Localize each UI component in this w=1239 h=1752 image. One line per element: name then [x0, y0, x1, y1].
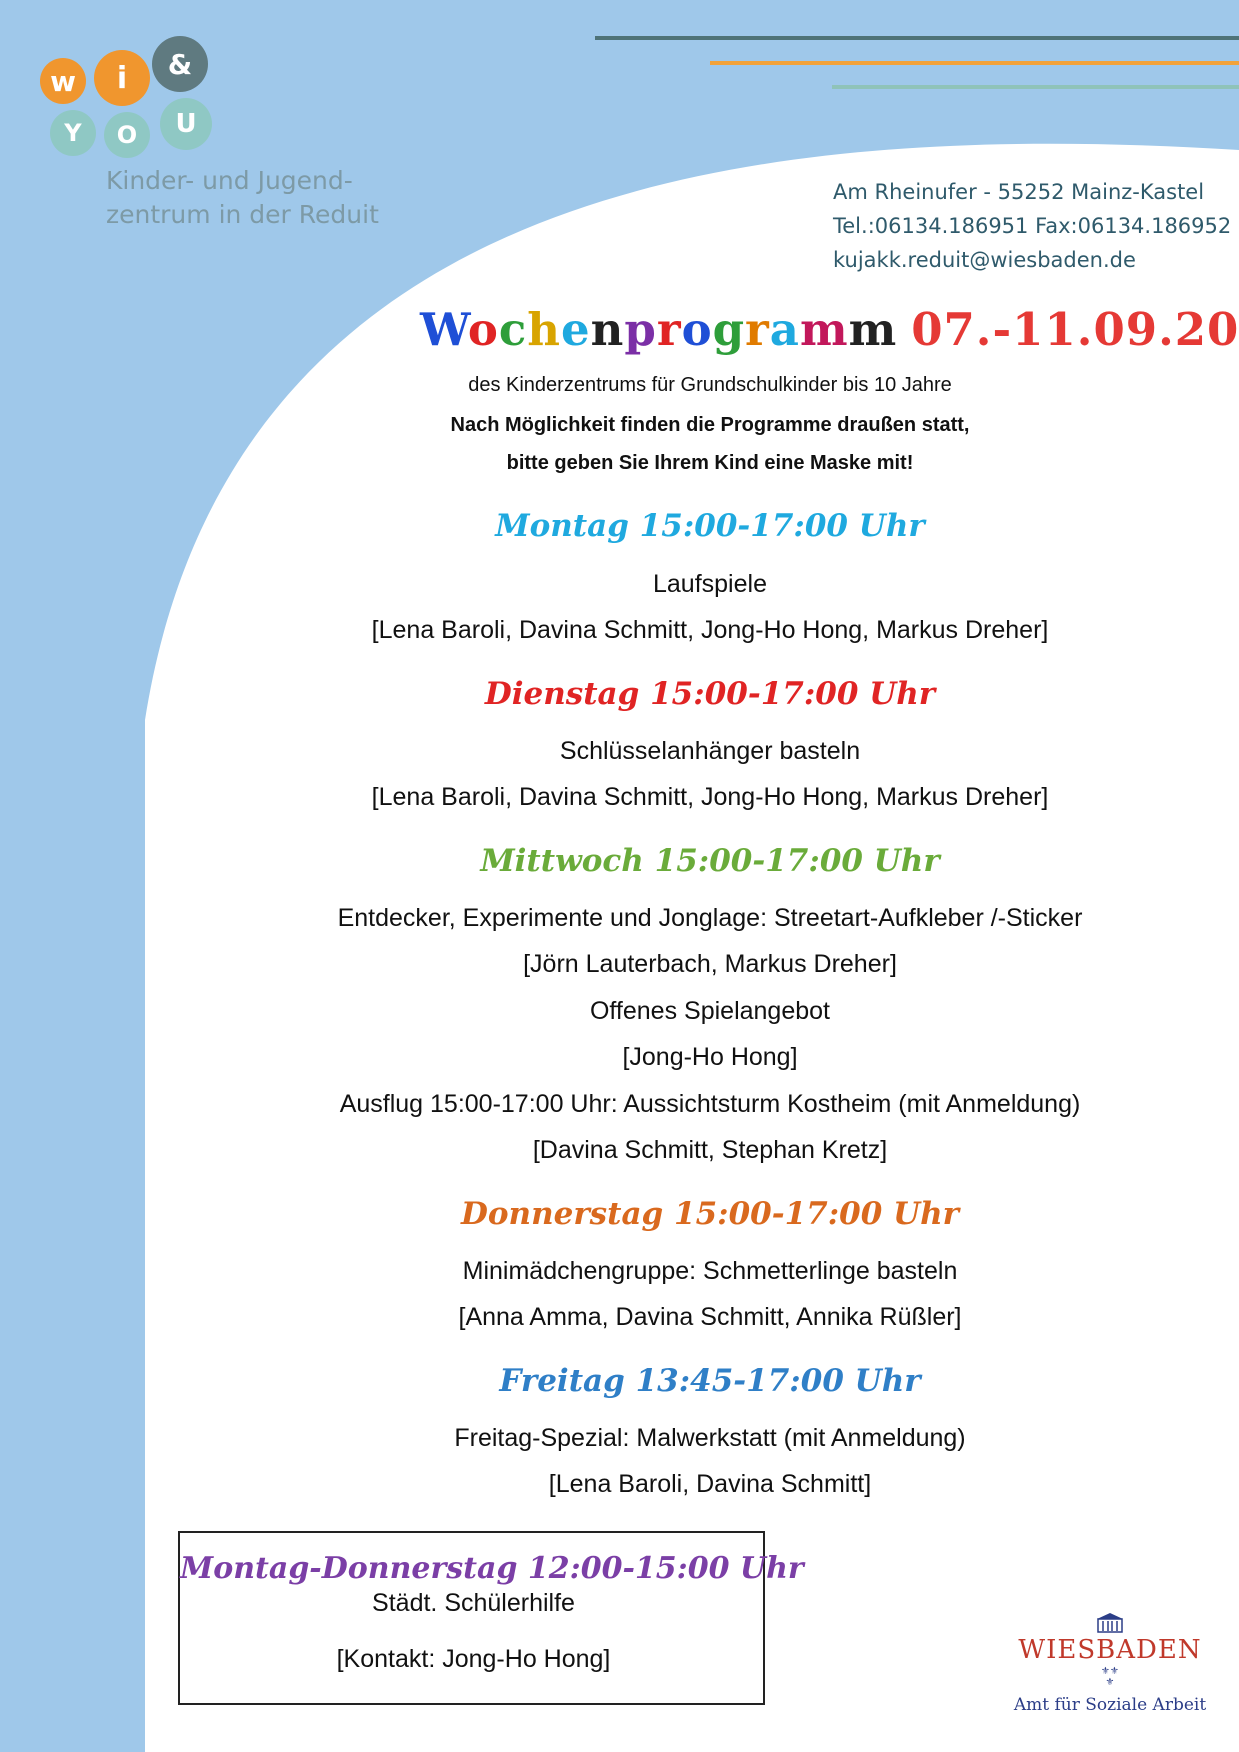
wiesbaden-emblem-icon [1095, 1612, 1125, 1634]
title-letter: W [420, 303, 468, 356]
mittwoch-activity-2: Offenes Spielangebot [589, 997, 830, 1025]
lilies-icon [1097, 1664, 1123, 1686]
homework-help-box [178, 1531, 804, 1705]
mittwoch-staff-1: [Jörn Lauterbach, Markus Dreher] [523, 950, 897, 978]
contact-address: Am Rheinufer - 55252 Mainz-Kastel [833, 180, 1205, 204]
page-title [420, 303, 1239, 356]
day-heading-mittwoch: Mittwoch 15:00-17:00 Uhr [480, 843, 940, 879]
title-letter: o [681, 303, 713, 356]
homework-help-contact: [Kontakt: Jong-Ho Hong] [336, 1645, 611, 1673]
homework-help-heading: Montag-Donnerstag 12:00-15:00 Uhr [180, 1551, 804, 1586]
svg-text:⚜⚜: ⚜⚜ [1101, 1666, 1119, 1677]
mittwoch-activity-3: Ausflug 15:00-17:00 Uhr: Aussichtsturm Kostheim (mit Anmeldung) [339, 1090, 1081, 1118]
donnerstag-staff: [Anna Amma, Davina Schmitt, Annika Rüßler] [458, 1303, 962, 1331]
logo-circle-i: i [94, 50, 150, 106]
freitag-staff: [Lena Baroli, Davina Schmitt] [548, 1470, 872, 1498]
logo-circle-y: Y [50, 110, 96, 156]
title-letter: e [561, 303, 591, 356]
contact-block [833, 175, 1231, 277]
title-letter: m [799, 303, 849, 356]
homework-help-title: Städt. Schülerhilfe [372, 1589, 575, 1617]
title-letter: o [467, 303, 499, 356]
montag-staff: [Lena Baroli, Davina Schmitt, Jong-Ho Hong, Markus Dreher] [371, 616, 1049, 644]
title-letter: n [590, 303, 625, 356]
wiesbaden-department: Amt für Soziale Arbeit [1013, 1695, 1207, 1715]
title-letter: a [769, 303, 800, 356]
day-heading-donnerstag: Donnerstag 15:00-17:00 Uhr [460, 1196, 960, 1232]
day-heading-freitag: Freitag 13:45-17:00 Uhr [499, 1363, 921, 1399]
mittwoch-staff-3: [Davina Schmitt, Stephan Kretz] [532, 1136, 888, 1164]
title-letter: r [745, 303, 770, 356]
dienstag-activity: Schlüsselanhänger basteln [559, 737, 861, 765]
title-letter: p [624, 303, 657, 356]
freitag-activity: Freitag-Spezial: Malwerkstatt (mit Anmeldung) [454, 1424, 966, 1452]
title-letter: r [656, 303, 682, 356]
title-letter: h [527, 303, 562, 356]
wiesbaden-city-name: WIESBADEN [1018, 1635, 1202, 1665]
logo-circle-o: O [104, 112, 150, 158]
contact-phone-fax: Tel.:06134.186951 Fax:06134.186952 [833, 214, 1232, 238]
contact-email[interactable]: kujakk.reduit@wiesbaden.de [833, 248, 1136, 272]
title-letter: m [848, 303, 898, 356]
title-letter: c [498, 303, 528, 356]
logo-subtitle-line-2: zentrum in der Reduit [106, 200, 379, 229]
svg-text:⚜: ⚜ [1105, 1677, 1115, 1686]
logo-circle-u: U [160, 98, 212, 150]
wiesbaden-badge [1010, 1612, 1210, 1715]
notice-line-1: Nach Möglichkeit finden die Programme draußen statt, [450, 414, 970, 436]
logo-subtitle-line-1: Kinder- und Jugend- [106, 166, 353, 195]
mittwoch-activity-1: Entdecker, Experimente und Jonglage: Streetart-Aufkleber /-Sticker [337, 904, 1083, 932]
logo-circle-ampersand: & [152, 36, 208, 92]
logo-subtitle [106, 164, 379, 232]
title-letter: g [712, 303, 746, 356]
logo-circle-w: w [40, 58, 86, 104]
dienstag-staff: [Lena Baroli, Davina Schmitt, Jong-Ho Hong, Markus Dreher] [371, 783, 1049, 811]
day-heading-dienstag: Dienstag 15:00-17:00 Uhr [484, 676, 936, 712]
mittwoch-staff-2: [Jong-Ho Hong] [622, 1043, 798, 1071]
subtitle: des Kinderzentrums für Grundschulkinder bis 10 Jahre [468, 374, 952, 396]
title-word-wochenprogramm [420, 303, 897, 356]
notice-line-2: bitte geben Sie Ihrem Kind eine Maske mit! [506, 452, 914, 474]
wi-and-you-logo [38, 36, 228, 166]
donnerstag-activity: Minimädchengruppe: Schmetterlinge basteln [462, 1257, 958, 1285]
title-dates: 07.-11.09.20 [911, 303, 1239, 356]
montag-activity: Laufspiele [653, 570, 767, 598]
day-heading-montag: Montag 15:00-17:00 Uhr [495, 508, 925, 544]
